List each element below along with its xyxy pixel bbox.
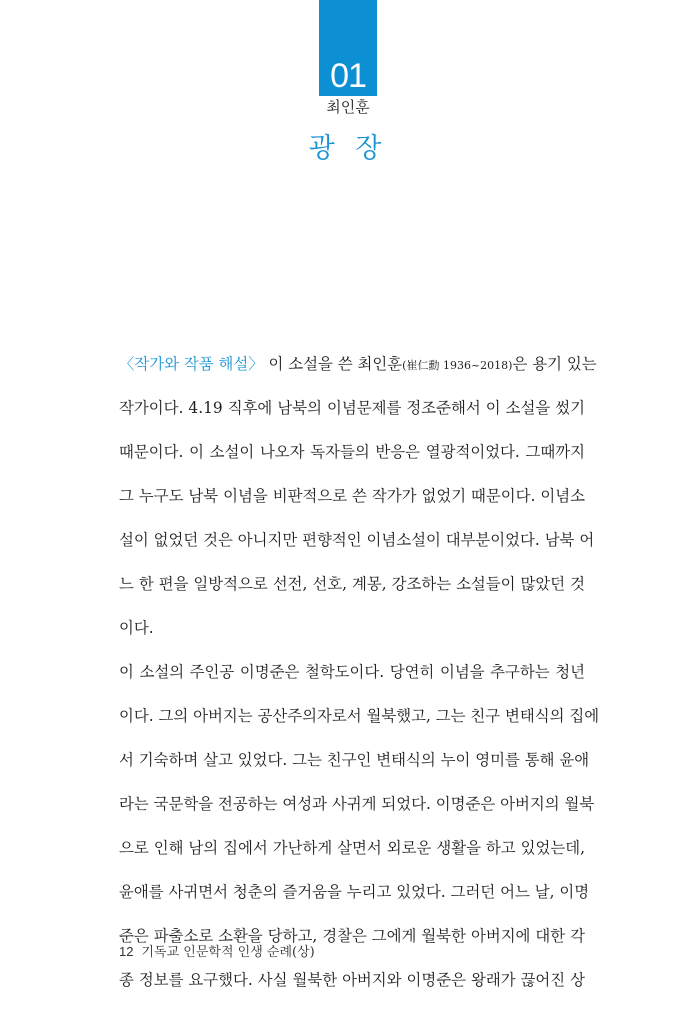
body-line bbox=[119, 346, 597, 390]
chapter-number: 01 bbox=[330, 57, 366, 95]
body-line: 설이 없었던 것은 아니지만 편향적인 이념소설이 대부분이었다. 남북 어 bbox=[119, 531, 595, 549]
author-dates: (崔仁勳 1936~2018) bbox=[402, 359, 513, 372]
body-text bbox=[119, 346, 600, 1006]
body-line: 서 기숙하며 살고 있었다. 그는 친구인 변태식의 누이 영미를 통해 윤애 bbox=[119, 751, 590, 769]
work-title: 광 장 bbox=[308, 133, 388, 164]
section-label: 〈작가와 작품 해설〉 bbox=[119, 355, 264, 373]
body-line: 그 누구도 남북 이념을 비판적으로 쓴 작가가 없었기 때문이다. 이념소 bbox=[119, 487, 585, 505]
body-line: 이다. bbox=[119, 619, 154, 637]
body-line: 으로 인해 남의 집에서 가난하게 살면서 외로운 생활을 하고 있었는데, bbox=[119, 839, 585, 857]
body-line: 이 소설의 주인공 이명준은 철학도이다. 당연히 이념을 추구하는 청년 bbox=[119, 663, 585, 681]
body-line: 종 정보를 요구했다. 사실 월북한 아버지와 이명준은 왕래가 끊어진 상 bbox=[119, 971, 585, 989]
body-line: 준은 파출소로 소환을 당하고, 경찰은 그에게 월북한 아버지에 대한 각 bbox=[119, 927, 585, 945]
author-name: 최인훈 bbox=[326, 98, 370, 116]
body-line: 라는 국문학을 전공하는 여성과 사귀게 되었다. 이명준은 아버지의 월북 bbox=[119, 795, 595, 813]
body-line: 느 한 편을 일방적으로 선전, 선호, 계몽, 강조하는 소설들이 많았던 것 bbox=[119, 575, 585, 593]
body-line-segment: 이 소설을 쓴 최인훈 bbox=[263, 355, 403, 373]
body-line: 윤애를 사귀면서 청춘의 즐거움을 누리고 있었다. 그러던 어느 날, 이명 bbox=[119, 883, 590, 901]
body-line: 이다. 그의 아버지는 공산주의자로서 월북했고, 그는 친구 변태식의 집에 bbox=[119, 707, 600, 725]
book-title: 기독교 인문학적 인생 순례(상) bbox=[141, 945, 315, 960]
body-line-segment: 은 용기 있는 bbox=[512, 355, 597, 373]
page-number: 12 bbox=[119, 944, 134, 959]
page-footer bbox=[119, 942, 315, 963]
body-line: 때문이다. 이 소설이 나오자 독자들의 반응은 열광적이었다. 그때까지 bbox=[119, 443, 585, 461]
body-line: 작가이다. 4.19 직후에 남북의 이념문제를 정조준해서 이 소설을 썼기 bbox=[119, 399, 585, 417]
